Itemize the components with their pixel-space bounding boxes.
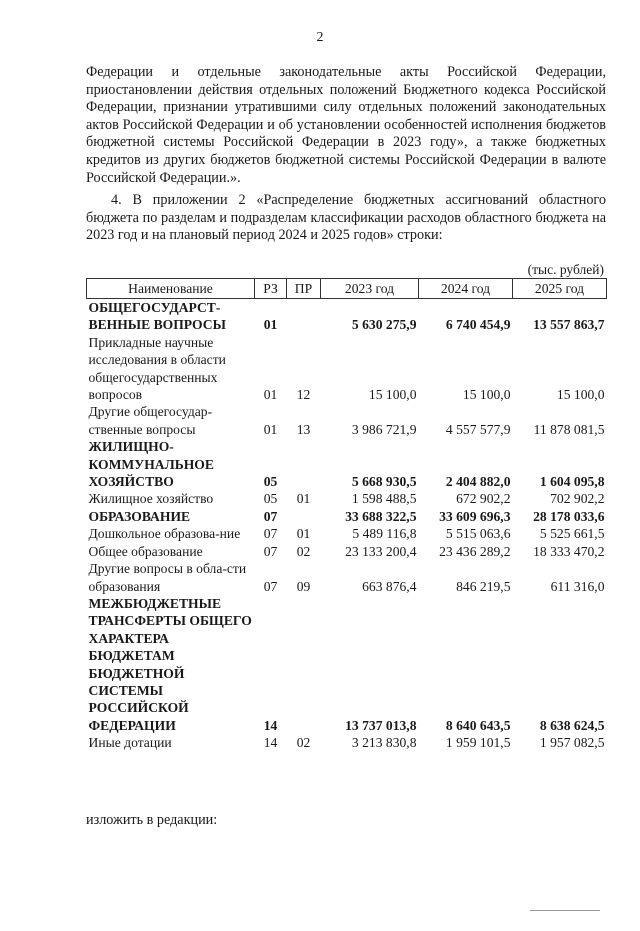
- table-row: [87, 334, 607, 404]
- table-row: [87, 525, 607, 542]
- row-rz: 07: [263, 526, 278, 542]
- row-pr: [287, 438, 321, 490]
- budget-table-wrapper: [86, 278, 606, 752]
- row-2025: 28 178 033,6: [533, 508, 605, 524]
- closing-text: изложить в редакции:: [86, 812, 218, 828]
- row-2025: 1 604 095,8: [539, 474, 605, 490]
- row-pr: [287, 595, 321, 734]
- row-name: Общее образование: [88, 543, 203, 559]
- row-name: Другие общегосудар-ственные вопросы: [88, 404, 213, 437]
- row-2025: 1 957 082,5: [539, 735, 605, 751]
- row-2023: 3 986 721,9: [351, 421, 417, 437]
- footer-divider: [530, 910, 600, 911]
- row-2025: 702 902,2: [550, 491, 605, 507]
- row-rz: 14: [263, 717, 278, 733]
- row-2024: 846 219,5: [456, 578, 511, 594]
- row-rz: 01: [263, 421, 278, 437]
- row-name: Дошкольное образова-ние: [88, 526, 241, 542]
- row-pr: 02: [296, 735, 311, 751]
- row-2024: 15 100,0: [462, 387, 511, 403]
- row-rz: 05: [263, 474, 278, 490]
- paragraph-item-4: 4. В приложении 2 «Распределение бюджетных ассигнований областного бюджета по разделам и подразделам классификации расходов областного бюджета на 2023 год и на плановый период 2024 и 2025 годов» строки:: [86, 192, 606, 244]
- row-2024: 23 436 289,2: [439, 543, 511, 559]
- row-rz: 07: [263, 578, 278, 594]
- table-row: [87, 438, 607, 490]
- row-pr: 13: [296, 421, 311, 437]
- row-pr: 02: [296, 543, 311, 559]
- row-2023: 3 213 830,8: [351, 735, 417, 751]
- header-2023: 2023 год: [321, 279, 419, 299]
- table-row: [87, 299, 607, 334]
- row-pr: [287, 299, 321, 334]
- row-pr: 01: [296, 526, 311, 542]
- row-2025: 18 333 470,2: [533, 543, 605, 559]
- row-2024: 33 609 696,3: [439, 508, 511, 524]
- budget-table: [86, 278, 607, 752]
- row-name: Прикладные научные исследования в области общегосударственных вопросов: [88, 334, 226, 403]
- header-2025: 2025 год: [513, 279, 607, 299]
- table-row: [87, 595, 607, 734]
- header-rz: РЗ: [255, 279, 287, 299]
- row-2025: 11 878 081,5: [533, 421, 605, 437]
- row-2025: 15 100,0: [556, 387, 605, 403]
- row-2024: 4 557 577,9: [445, 421, 511, 437]
- row-2024: 2 404 882,0: [445, 474, 511, 490]
- units-label: (тыс. рублей): [527, 262, 604, 277]
- row-2023: 23 133 200,4: [345, 543, 417, 559]
- row-name: МЕЖБЮДЖЕТНЫЕ ТРАНСФЕРТЫ ОБЩЕГО ХАРАКТЕРА БЮДЖЕТАМ БЮДЖЕТНОЙ СИСТЕМЫ РОССИЙСКОЙ ФЕДЕРАЦИИ: [88, 595, 252, 733]
- table-row: [87, 543, 607, 560]
- row-rz: 14: [263, 735, 278, 751]
- table-row: [87, 508, 607, 525]
- row-2023: 33 688 322,5: [345, 508, 417, 524]
- row-2025: 13 557 863,7: [533, 317, 605, 333]
- row-name: ОБЩЕГОСУДАРСТ-ВЕННЫЕ ВОПРОСЫ: [88, 300, 226, 333]
- page-number: 2: [316, 30, 324, 45]
- row-name: ЖИЛИЩНО-КОММУНАЛЬНОЕ ХОЗЯЙСТВО: [88, 439, 214, 490]
- row-rz: 01: [263, 317, 278, 333]
- row-2024: 8 640 643,5: [445, 717, 511, 733]
- row-rz: 01: [263, 387, 278, 403]
- row-2023: 5 668 930,5: [351, 474, 417, 490]
- row-name: Другие вопросы в обла-сти образования: [88, 561, 247, 594]
- table-row: [87, 403, 607, 438]
- row-rz: 07: [263, 543, 278, 559]
- table-row: [87, 490, 607, 507]
- table-row: [87, 560, 607, 595]
- table-row: [87, 734, 607, 751]
- row-2024: 1 959 101,5: [445, 735, 511, 751]
- paragraph-continuation: Федерации и отдельные законодательные акты Российской Федерации, приостановлении действия отдельных положений Бюджетного кодекса Российской Федерации, признании утратившими силу отдельных положений законодательных актов Российской Федерации и об установлении особенностей исполнения бюджетов бюджетной системы Российской Федерации в 2023 году», а также бюджетных кредитов из других бюджетов бюджетной системы Российской Федерации в валюте Российской Федерации.».: [86, 64, 606, 186]
- row-2025: 611 316,0: [550, 578, 605, 594]
- row-2025: 5 525 661,5: [539, 526, 605, 542]
- row-2025: 8 638 624,5: [539, 717, 605, 733]
- header-2024: 2024 год: [419, 279, 513, 299]
- row-rz: 07: [263, 508, 278, 524]
- row-name: Жилищное хозяйство: [88, 491, 214, 507]
- row-2024: 5 515 063,6: [445, 526, 511, 542]
- row-2023: 1 598 488,5: [351, 491, 417, 507]
- row-pr: 09: [296, 578, 311, 594]
- header-name: Наименование: [87, 279, 255, 299]
- row-2023: 663 876,4: [362, 578, 417, 594]
- row-2024: 672 902,2: [456, 491, 511, 507]
- row-rz: 05: [263, 491, 278, 507]
- row-2024: 6 740 454,9: [445, 317, 511, 333]
- row-name: Иные дотации: [88, 735, 172, 751]
- row-pr: 12: [296, 387, 311, 403]
- header-pr: ПР: [287, 279, 321, 299]
- row-pr: 01: [296, 491, 311, 507]
- row-2023: 5 489 116,8: [352, 526, 417, 542]
- row-pr: [287, 508, 321, 525]
- row-2023: 15 100,0: [368, 387, 417, 403]
- row-name: ОБРАЗОВАНИЕ: [88, 508, 191, 524]
- table-header-row: [87, 279, 607, 299]
- row-2023: 5 630 275,9: [351, 317, 417, 333]
- row-2023: 13 737 013,8: [345, 717, 417, 733]
